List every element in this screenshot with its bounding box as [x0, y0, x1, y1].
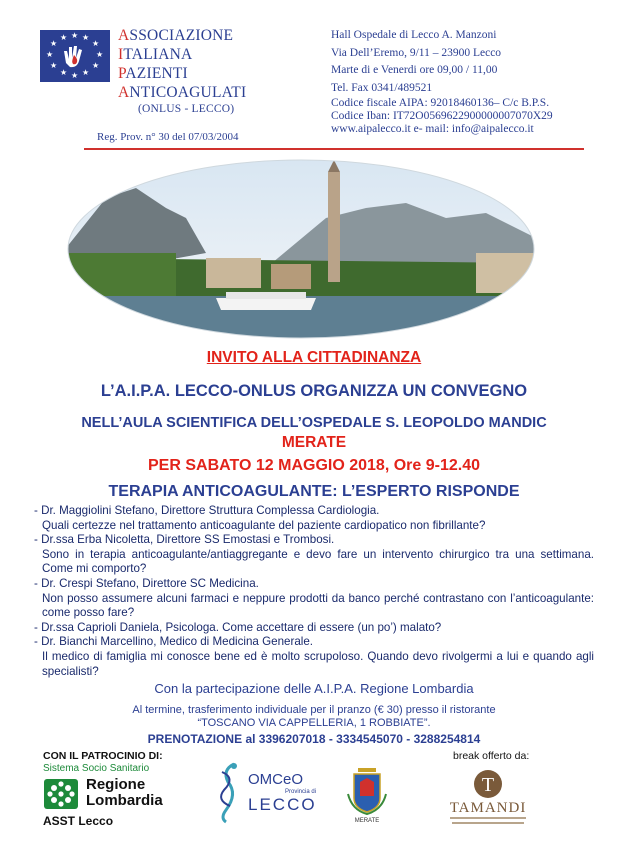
- phone: Tel. Fax 0341/489521: [331, 81, 433, 94]
- org-subtitle: (ONLUS - LECCO): [138, 103, 235, 115]
- booking-phones: PRENOTAZIONE al 3396207018 - 3334545070 - 3288254814: [147, 732, 481, 746]
- speaker-name: - Dr. Maggiolini Stefano, Direttore Struttura Complessa Cardiologia.: [34, 504, 380, 517]
- svg-text:Provincia di: Provincia di: [285, 789, 317, 795]
- lunch-note: Al termine, trasferimento individuale per il pranzo (€ 30) presso il ristorante “TOSCANO VIA CAPPELLERIA, 1 ROBBIATE”.: [132, 704, 496, 729]
- opening-hours: Marte di e Venerdi ore 09,00 / 11,00: [331, 64, 498, 76]
- speaker-question: Quali certezze nel trattamento anticoagulante del paziente cardiopatico non fibrillante?: [42, 518, 486, 532]
- iban: Codice Iban: IT72O0569622900000007070X29: [331, 110, 553, 122]
- hand-drop-icon: [60, 41, 90, 71]
- web-email[interactable]: www.aipalecco.it e- mail: info@aipalecco.it: [331, 123, 534, 135]
- venue-title: NELL’AULA SCIENTIFICA DELL’OSPEDALE S. LEOPOLDO MANDIC: [81, 415, 547, 431]
- speaker-name: - Dr.ssa Caprioli Daniela, Psicologa. Come accettare di essere (un po’) malato?: [34, 620, 442, 634]
- contacts-block: [331, 27, 553, 136]
- organization-name: ASSOCIAZIONE ITALIANA PAZIENTI ANTICOAGULATI (ONLUS - LECCO): [118, 27, 247, 115]
- speaker-list: [34, 504, 594, 679]
- speaker-name: - Dr.ssa Erba Nicoletta, Direttore SS Emostasi e Trombosi.: [34, 533, 335, 547]
- lake-town-photo: [66, 158, 536, 340]
- speaker-question: Non posso assumere alcuni farmaci e neppure prodotti da banco perché contrastano con l’anticoagulante: come posso fare?: [42, 591, 594, 620]
- address-line-2: Via Dell’Eremo, 9/11 – 23900 Lecco: [331, 46, 502, 59]
- svg-text:MERATE: MERATE: [354, 818, 380, 824]
- merate-crest: [346, 764, 388, 824]
- registration: Reg. Prov. n° 30 del 07/03/2004: [97, 131, 239, 143]
- svg-text:TAMANDI: TAMANDI: [449, 800, 527, 816]
- address-line-1: Hall Ospedale di Lecco A. Manzoni: [331, 29, 497, 41]
- speaker-name: - Dr. Bianchi Marcellino, Medico di Medicina Generale.: [34, 635, 314, 649]
- speaker-question: Il medico di famiglia mi conosce bene ed è molto scrupoloso. Quando devo rivolgermi a lui e quando agli specialisti?: [42, 649, 594, 678]
- aipa-logo: ★ ★ ★ ★ ★ ★ ★ ★ ★ ★ ★ ★: [40, 30, 110, 82]
- patronage-label: CON IL PATROCINIO DI:: [43, 750, 163, 762]
- speaker-question: Sono in terapia anticoagulante/antiaggregante e devo fare un intervento chirurgico tra una settimana. Come mi comporto?: [42, 547, 594, 576]
- city-title: MERATE: [281, 434, 347, 451]
- regione-lombardia-name: Regione Lombardia: [86, 776, 163, 809]
- invitation-title: INVITO ALLA CITTADINANZA: [206, 349, 422, 366]
- fiscal-code: Codice fiscale AIPA: 92018460136– C/c B.P.S.: [331, 97, 550, 109]
- organizer-title: L’A.I.P.A. LECCO-ONLUS ORGANIZZA UN CONVEGNO: [100, 382, 528, 400]
- regione-lombardia-logo: [44, 779, 78, 809]
- sss-label: Sistema Socio Sanitario: [43, 763, 150, 774]
- svg-text:T: T: [481, 774, 495, 796]
- event-topic: TERAPIA ANTICOAGULANTE: L’ESPERTO RISPONDE: [108, 483, 520, 500]
- svg-text:LECCO: LECCO: [248, 795, 317, 814]
- participation-note: Con la partecipazione delle A.I.P.A. Regione Lombardia: [154, 681, 474, 696]
- event-date: PER SABATO 12 MAGGIO 2018, Ore 9-12.40: [148, 457, 480, 474]
- rosa-camuna-icon: [44, 779, 78, 809]
- header-divider: [84, 148, 584, 150]
- omceo-logo: [212, 760, 322, 826]
- break-sponsor-label: break offerto da:: [453, 750, 530, 762]
- asst-lecco: ASST Lecco: [43, 814, 114, 828]
- omceo-text: OMCeO: [248, 771, 304, 788]
- speaker-name: - Dr. Crespi Stefano, Direttore SC Medicina.: [34, 576, 259, 590]
- tamandi-logo: [438, 764, 538, 828]
